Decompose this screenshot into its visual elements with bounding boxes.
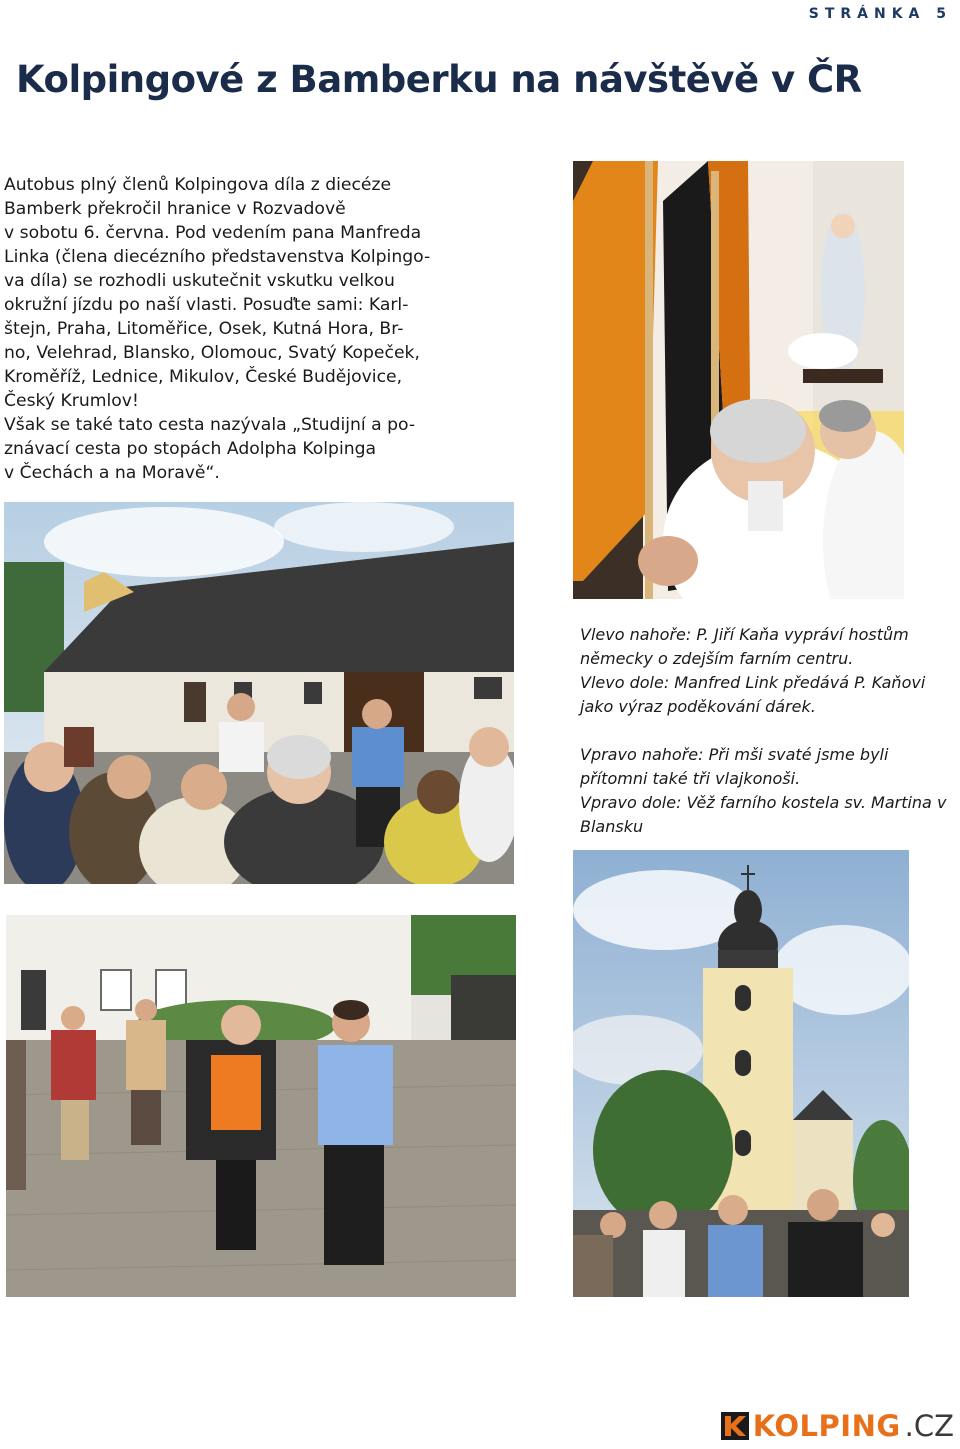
text-line: no, Velehrad, Blansko, Olomouc, Svatý Kopeček, <box>4 343 420 363</box>
article-title: Kolpingové z Bamberku na návštěvě v ČR <box>16 58 862 101</box>
logo-wordmark: KOLPING <box>752 1409 901 1443</box>
flag-bearers-image <box>573 161 904 599</box>
text-line: v sobotu 6. června. Pod vedením pana Manfreda <box>4 223 422 243</box>
text-line: Však se také tato cesta nazývala „Studijní a po- <box>4 415 416 435</box>
caption-bottom-left: Vlevo dole: Manfred Link předává P. Kaňovi jako výraz poděkování dárek. <box>580 673 926 716</box>
caption-bottom-right: Vpravo dole: Věž farního kostela sv. Martina v Blansku <box>580 793 947 836</box>
group-farmhouse-image <box>4 502 514 884</box>
caption-left-photos <box>580 623 950 719</box>
text-line: v Čechách a na Moravě“. <box>4 463 220 483</box>
text-line: okružní jízdu po naší vlasti. Posuďte sami: Karl- <box>4 295 409 315</box>
text-line: štejn, Praha, Litoměřice, Osek, Kutná Hora, Br- <box>4 319 404 339</box>
photo-gift-handover <box>6 915 516 1297</box>
kolping-k-mark-icon <box>721 1412 749 1440</box>
photo-church-tower <box>573 850 909 1297</box>
page-number-label: STRÁNKA 5 <box>808 6 952 22</box>
text-line: va díla) se rozhodli uskutečnit vskutku velkou <box>4 271 395 291</box>
photo-flag-bearers <box>573 161 904 599</box>
intro-paragraph-2 <box>4 413 422 485</box>
church-tower-image <box>573 850 909 1297</box>
caption-right-photos <box>580 743 950 839</box>
article-intro <box>4 173 431 485</box>
intro-paragraph-1 <box>4 173 431 413</box>
photo-group-farmhouse <box>4 502 514 884</box>
logo-domain-suffix: .CZ <box>904 1409 954 1443</box>
caption-top-right: Vpravo nahoře: Při mši svaté jsme byli přítomni také tři vlajkonoši. <box>580 745 889 788</box>
text-line: Autobus plný členů Kolpingova díla z diecéze <box>4 175 392 195</box>
text-line: Linka (člena diecézního představenstva Kolpingo- <box>4 247 431 267</box>
caption-top-left: Vlevo nahoře: P. Jiří Kaňa vypráví hostům německy o zdejším farním centru. <box>580 625 909 668</box>
text-line: Český Krumlov! <box>4 391 139 411</box>
gift-handover-image <box>6 915 516 1297</box>
text-line: znávací cesta po stopách Adolpha Kolpinga <box>4 439 377 459</box>
text-line: Kroměříž, Lednice, Mikulov, České Budějovice, <box>4 367 403 387</box>
kolping-logo[interactable] <box>721 1411 954 1441</box>
text-line: Bamberk překročil hranice v Rozvadově <box>4 199 346 219</box>
